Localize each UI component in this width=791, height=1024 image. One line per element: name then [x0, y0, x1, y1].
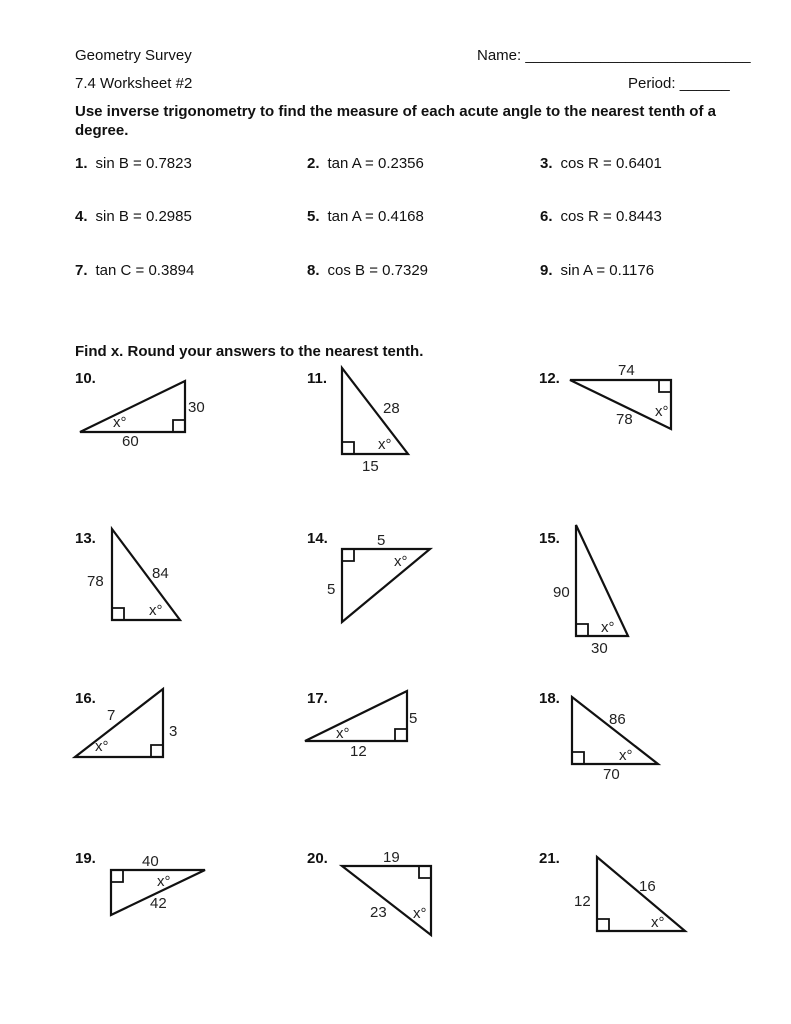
problem-number: 9. — [540, 262, 553, 279]
angle-label: x° — [651, 914, 665, 931]
side-label: 16 — [639, 878, 656, 895]
problem-text: sin B = 0.2985 — [95, 208, 192, 225]
angle-label: x° — [394, 553, 408, 570]
side-label: 5 — [377, 532, 386, 549]
side-label: 15 — [362, 458, 379, 475]
figure-number-21: 21. — [539, 850, 560, 867]
problem-number: 3. — [540, 155, 553, 172]
course-title: Geometry Survey — [75, 47, 192, 64]
triangle-18 — [572, 697, 658, 764]
side-label: 78 — [87, 573, 104, 590]
problem-number: 7. — [75, 262, 88, 279]
problem-text: cos B = 0.7329 — [327, 262, 429, 279]
figure-number-10: 10. — [75, 370, 96, 387]
side-label: 12 — [350, 743, 367, 760]
side-label: 7 — [107, 707, 116, 724]
side-label: 84 — [152, 565, 169, 582]
side-label: 30 — [188, 399, 205, 416]
angle-label: x° — [336, 725, 350, 742]
problem-text: sin A = 0.1176 — [560, 262, 655, 279]
name-field[interactable]: Name: ___________________________ — [477, 47, 751, 64]
triangle-16 — [75, 689, 163, 757]
section1-instruction: Use inverse trigonometry to find the measure of each acute angle to the nearest tenth of a degree. — [75, 103, 716, 139]
problem-text: tan A = 0.4168 — [327, 208, 424, 225]
side-label: 70 — [603, 766, 620, 783]
problem-text: tan A = 0.2356 — [327, 155, 424, 172]
angle-label: x° — [157, 873, 171, 890]
triangle-20 — [342, 866, 431, 935]
problem-text: cos R = 0.6401 — [560, 155, 662, 172]
angle-label: x° — [113, 414, 127, 431]
side-label: 40 — [142, 853, 159, 870]
side-label: 28 — [383, 400, 400, 417]
side-label: 86 — [609, 711, 626, 728]
side-label: 3 — [169, 723, 178, 740]
triangle-14 — [342, 549, 430, 622]
problem-number: 5. — [307, 208, 320, 225]
problem-number: 4. — [75, 208, 88, 225]
figure-number-12: 12. — [539, 370, 560, 387]
side-label: 5 — [327, 581, 336, 598]
figure-number-19: 19. — [75, 850, 96, 867]
angle-label: x° — [95, 738, 109, 755]
angle-label: x° — [378, 436, 392, 453]
side-label: 42 — [150, 895, 167, 912]
figure-number-15: 15. — [539, 530, 560, 547]
figure-number-14: 14. — [307, 530, 328, 547]
side-label: 23 — [370, 904, 387, 921]
triangle-17 — [305, 691, 407, 741]
angle-label: x° — [619, 747, 633, 764]
worksheet-title: 7.4 Worksheet #2 — [75, 75, 193, 92]
side-label: 19 — [383, 849, 400, 866]
angle-label: x° — [413, 905, 427, 922]
problem-text: tan C = 0.3894 — [95, 262, 195, 279]
angle-label: x° — [149, 602, 163, 619]
problem-number: 6. — [540, 208, 553, 225]
side-label: 30 — [591, 640, 608, 657]
side-label: 74 — [618, 362, 635, 379]
figure-number-16: 16. — [75, 690, 96, 707]
problem-number: 1. — [75, 155, 88, 172]
section2-instruction: Find x. Round your answers to the nearest tenth. — [75, 343, 424, 360]
side-label: 60 — [122, 433, 139, 450]
triangle-13 — [112, 529, 180, 620]
triangle-10 — [80, 381, 185, 432]
problem-text: cos R = 0.8443 — [560, 208, 662, 225]
problem-text: sin B = 0.7823 — [95, 155, 192, 172]
period-field[interactable]: Period: ______ — [628, 75, 730, 92]
figure-number-13: 13. — [75, 530, 96, 547]
figure-number-20: 20. — [307, 850, 328, 867]
figure-number-11: 11. — [307, 370, 328, 387]
angle-label: x° — [601, 619, 615, 636]
side-label: 90 — [553, 584, 570, 601]
figure-number-18: 18. — [539, 690, 560, 707]
side-label: 12 — [574, 893, 591, 910]
side-label: 78 — [616, 411, 633, 428]
problem-number: 2. — [307, 155, 320, 172]
figure-number-17: 17. — [307, 690, 328, 707]
problem-number: 8. — [307, 262, 320, 279]
side-label: 5 — [409, 710, 418, 727]
angle-label: x° — [655, 403, 669, 420]
